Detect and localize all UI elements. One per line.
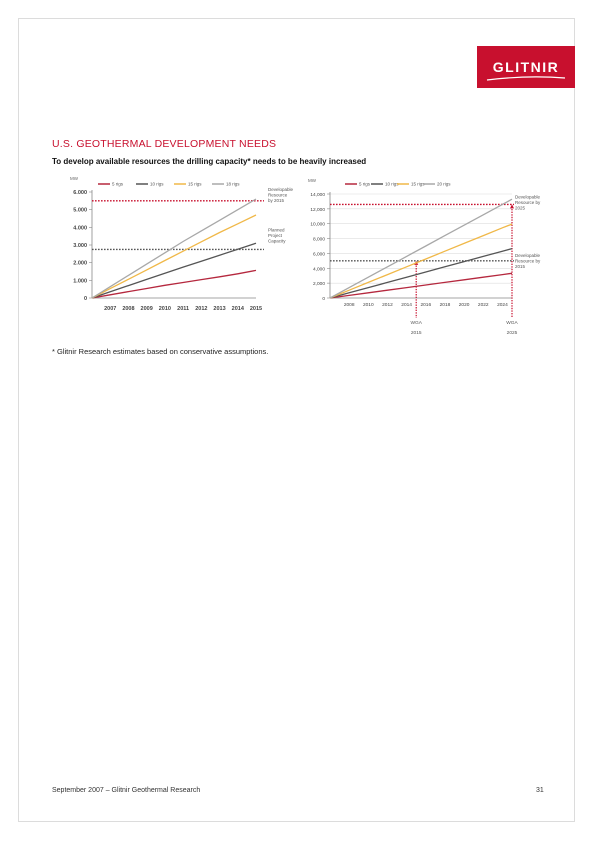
x-tick-label: 2008	[343, 303, 355, 308]
x-tick-label: 2024	[497, 303, 508, 308]
y-tick-label: 6,000	[312, 252, 325, 258]
footnote: * Glitnir Research estimates based on conservative assumptions.	[52, 347, 269, 356]
y-tick-label: 4.000	[73, 225, 87, 232]
x-tick-label: 2011	[177, 306, 190, 312]
x-tick-label: 2007	[104, 306, 117, 312]
vertical-marker-label: WGA 2025	[506, 321, 518, 336]
legend-label: 15 rigs	[188, 181, 202, 187]
x-tick-label: 2016	[420, 303, 432, 308]
y-tick-label: 0	[322, 297, 325, 302]
reference-line-label: Planned Project Capacity	[268, 227, 286, 244]
series-line	[330, 249, 512, 298]
y-tick-label: 12,000	[310, 207, 325, 213]
reference-line-label: Developable Resource by 2025	[515, 194, 541, 211]
x-tick-label: 2010	[362, 303, 374, 308]
y-axis-label: MW	[70, 176, 78, 181]
y-tick-label: 0	[83, 296, 87, 302]
x-tick-label: 2014	[401, 303, 412, 308]
y-axis-label: MW	[308, 178, 316, 183]
legend-label: 15 rigs	[411, 181, 425, 187]
reference-line-label: Developable Resource by 2015	[515, 252, 541, 270]
x-tick-label: 2013	[213, 306, 226, 312]
y-tick-label: 10,000	[310, 222, 325, 228]
series-line	[330, 273, 512, 298]
legend-label: 5 rigs	[112, 181, 124, 187]
reference-line-label: Developable Resource by 2015	[268, 186, 294, 204]
vertical-marker-label: WGA 2015	[410, 321, 422, 336]
legend-label: 10 rigs	[150, 181, 164, 187]
y-tick-label: 2.000	[73, 260, 87, 267]
x-tick-label: 2009	[140, 306, 153, 312]
y-tick-label: 6.000	[73, 190, 87, 196]
page-subtitle: To develop available resources the drilling capacity* needs to be heavily increased	[52, 157, 367, 166]
page-number: 31	[536, 787, 544, 794]
page-title: U.S. GEOTHERMAL DEVELOPMENT NEEDS	[52, 138, 277, 150]
x-tick-label: 2012	[195, 306, 208, 312]
footer-left: September 2007 – Glitnir Geothermal Research	[52, 787, 201, 794]
x-tick-label: 2020	[458, 303, 470, 308]
x-tick-label: 2018	[439, 303, 451, 308]
x-tick-label: 2015	[249, 306, 263, 312]
legend-label: 18 rigs	[226, 181, 240, 187]
x-tick-label: 2012	[382, 303, 393, 308]
y-tick-label: 1.000	[73, 278, 87, 285]
x-tick-label: 2008	[122, 306, 135, 312]
x-tick-label: 2010	[158, 306, 172, 312]
y-tick-label: 3.000	[73, 243, 87, 249]
legend-label: 10 rigs	[385, 181, 399, 187]
x-tick-label: 2022	[477, 303, 489, 308]
logo-text: GLITNIR	[492, 59, 560, 75]
y-tick-label: 5.000	[73, 207, 87, 214]
y-tick-label: 2,000	[312, 282, 325, 288]
y-tick-label: 8,000	[312, 237, 325, 243]
y-tick-label: 14,000	[310, 193, 325, 198]
y-tick-label: 4,000	[312, 267, 325, 273]
x-tick-label: 2014	[231, 306, 244, 312]
legend-label: 5 rigs	[359, 181, 371, 187]
legend-label: 20 rigs	[437, 181, 451, 187]
